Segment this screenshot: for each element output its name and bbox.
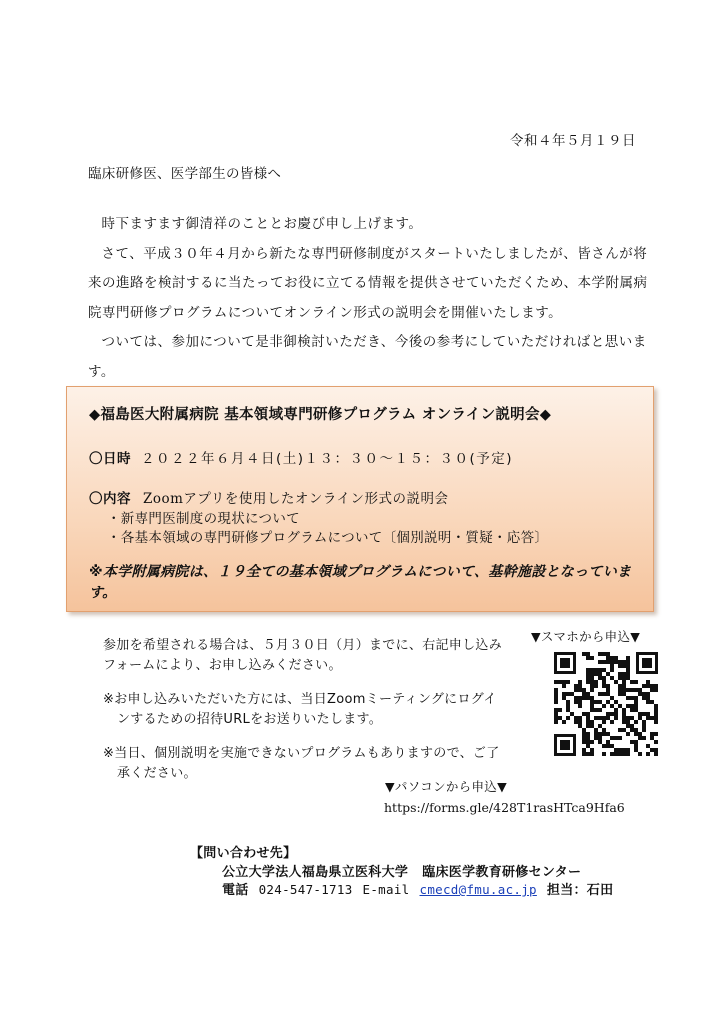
contact-heading: 【問い合わせ先】 [190, 846, 297, 861]
event-note: ※本学附属病院は、１９全ての基本領域プログラムについて、基幹施設となっています。 [89, 564, 632, 601]
document-date: 令和４年５月１９日 [510, 133, 636, 149]
contact-person: 担当：石田 [546, 883, 614, 898]
request-paragraph: ついては、参加について是非御検討いただき、今後の参考にしていただければと思います。 [88, 334, 647, 380]
application-info [103, 636, 503, 798]
application-main-text: 参加を希望される場合は、５月３０日（月）までに、右記申し込みフォームにより、お申し込みください。 [103, 638, 503, 673]
application-note-invite: ※お申し込みいただいた方には、当日Zoomミーティングにログインするための招待URLをお送りいたします。 [103, 692, 497, 727]
event-datetime [89, 447, 513, 467]
body-text [88, 210, 648, 387]
event-item: ・新専門医制度の現状について [107, 511, 300, 527]
contact-details [222, 879, 613, 898]
contact-tel-number: 024-547-1713 [258, 882, 353, 897]
pc-apply-label: ▼パソコンから申込▼ [385, 779, 507, 794]
form-url-link[interactable]: https://forms.gle/428T1rasHTca9Hfa6 [384, 800, 625, 815]
event-info-box [66, 386, 654, 612]
contact-department: 臨床医学教育研修センター [422, 865, 582, 880]
addressee: 臨床研修医、医学部生の皆様へ [88, 166, 282, 182]
contact-email-link[interactable]: cmecd@fmu.ac.jp [419, 882, 537, 897]
greeting-paragraph: 時下ますます御清祥のこととお慶び申し上げます。 [101, 216, 423, 232]
contact-university: 公立大学法人福島県立医科大学 [222, 865, 409, 880]
application-note-unavailable: ※当日、個別説明を実施できないプログラムもありますので、ご了承ください。 [103, 746, 500, 781]
purpose-paragraph: さて、平成３０年４月から新たな専門研修制度がスタートいたしましたが、皆さんが将来の進路を検討するに当たってお役に立てる情報を提供させていただくため、本学附属病院専門研修プログラムについてオンライン形式の説明会を開催いたします。 [88, 245, 648, 321]
qr-code-icon[interactable] [552, 650, 660, 758]
event-content-label: 〇内容 [89, 491, 131, 507]
contact-email-label: E-mail [362, 882, 410, 897]
event-content [89, 487, 449, 507]
event-item: ・各基本領域の専門研修プログラムについて〔個別説明・質疑・応答〕 [107, 530, 549, 546]
smartphone-apply-label: ▼スマホから申込▼ [531, 629, 641, 644]
event-content-value: Zoomアプリを使用したオンライン形式の説明会 [143, 491, 449, 507]
contact-organization [222, 861, 581, 880]
event-title: ◆福島医大附属病院 基本領域専門研修プログラム オンライン説明会◆ [89, 407, 552, 423]
contact-tel-label: 電話 [222, 883, 249, 898]
event-datetime-label: 〇日時 [89, 451, 131, 467]
event-datetime-value: ２０２２年６月４日(土)１３：３０～１５：３０(予定) [141, 451, 514, 467]
